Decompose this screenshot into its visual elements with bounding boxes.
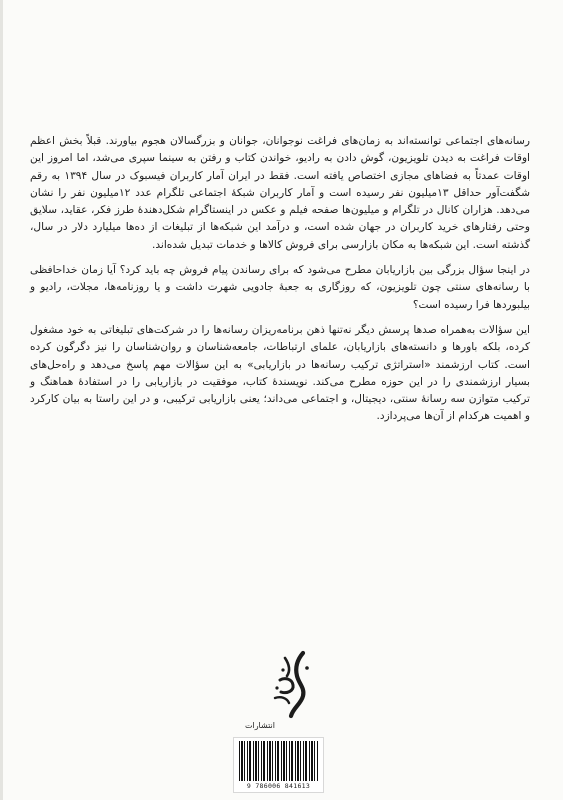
page-edge — [0, 0, 3, 800]
back-cover-text — [30, 133, 530, 426]
isbn-barcode — [233, 737, 324, 793]
paragraph-2: در اینجا سؤال بزرگی بین بازاریابان مطرح می‌شود که برای رساندن پیام فروش چه باید کرد؟ آیا زمان خداحافظی با رسانه‌های سنتی چون تلویزیون، که روزگاری به جعبۀ جادویی شهرت داشت و یا روزنامه‌ها، مجلات، رادیو و بیلبوردها فرا رسیده است؟ — [30, 264, 530, 311]
barcode-number: 9 786006 841613 — [246, 782, 311, 790]
publisher-logo — [244, 650, 321, 732]
publisher-logo-icon — [244, 650, 321, 732]
paragraph-3: این سؤالات به‌همراه صدها پرسش دیگر نه‌تنها ذهن برنامه‌ریزان رسانه‌ها را در شرکت‌های تبلیغاتی به خود مشغول کرده، بلکه باورها و دانسته‌های بازاریابان، علمای ارتباطات، جامعه‌شناسان و روان‌شناسان را نیز دگرگون کرده است. کتاب ارزشمند «استراتژی ترکیب رسانه‌ها در بازاریابی» به این سؤالات مهم پاسخ می‌دهد و راه‌حل‌های بسیار ارزشمندی را در این حوزه مطرح می‌کند. نویسندۀ کتاب، موفقیت در بازاریابی را در استفادۀ هماهنگ و ترکیب متوازن سه رسانۀ سنتی، دیجیتال، و اجتماعی می‌داند؛ یعنی بازاریابی ترکیبی، و در این راستا به بیان کارکرد و اهمیت هرکدام از آن‌ها می‌پردازد. — [30, 323, 530, 423]
paragraph-1: رسانه‌های اجتماعی توانسته‌اند به زمان‌های فراغت نوجوانان، جوانان و بزرگسالان هجوم بیاورند. قبلاً بخش اعظم اوقات فراغت به دیدن تلویزیون، گوش دادن به رادیو، خواندن کتاب و رفتن به سینما سپری می‌شد، اما امروز این اوقات عمدتاً به فضاهای مجازی اختصاص یافته است. فقط در ایران آمار کاربران فیسبوک در سال ۱۳۹۴ به رقم شگفت‌آور حداقل ۱۳میلیون نفر رسیده است و آمار کاربران شبکۀ اجتماعی تلگرام عدد ۱۲میلیون نفر را نشان می‌دهد. هزاران کانال در تلگرام و میلیون‌ها صفحه فیلم و عکس در اینستاگرام شکل‌دهندۀ طرز فکر، عقاید، سلایق وحتی رفتارهای خرید کاربران در جهان شده است، و درآمد این شبکه‌ها از تبلیغات از ده‌ها میلیارد دلار در سال، گذشته است. این شبکه‌ها به مکان بازارسی برای فروش کالاها و خدمات تبدیل شده‌اند. — [30, 135, 531, 251]
publisher-subtitle: انتشارات — [244, 721, 275, 730]
barcode-bars — [239, 741, 318, 781]
